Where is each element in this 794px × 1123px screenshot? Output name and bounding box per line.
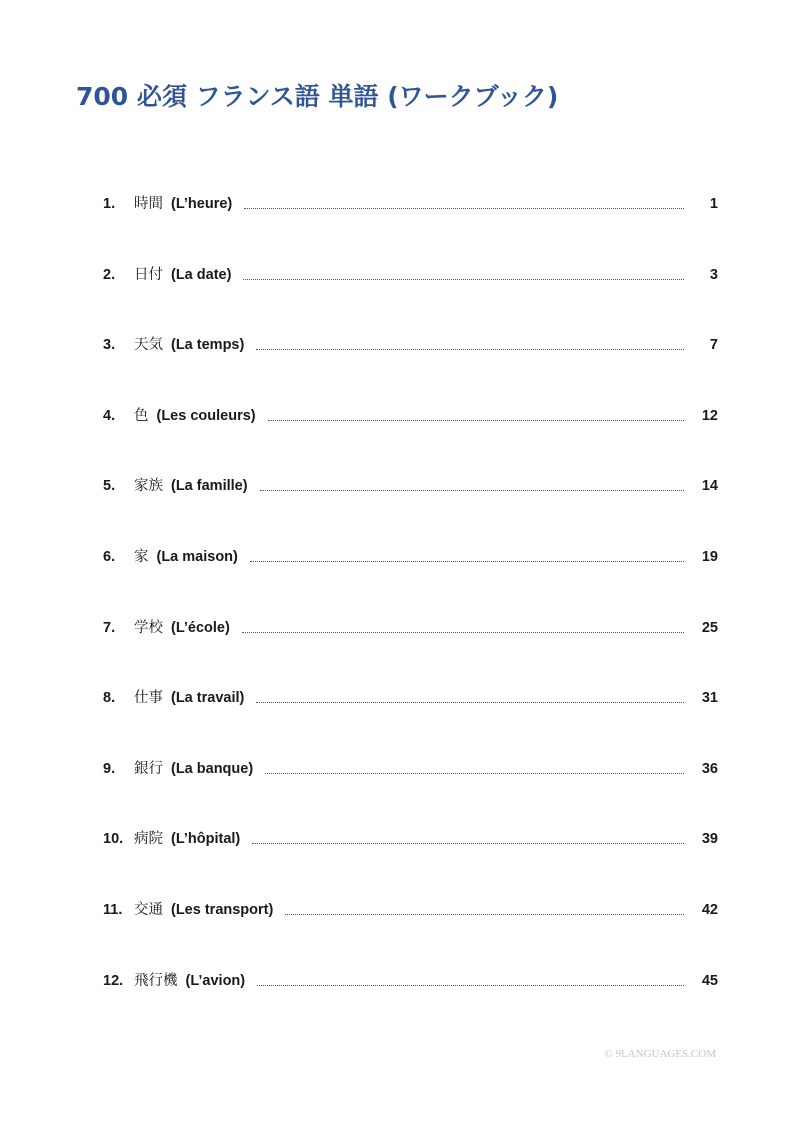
toc-entry-number: 9. xyxy=(103,761,116,777)
toc-entry-french-title: (La travail) xyxy=(171,690,245,706)
toc-entry-french-title: (La banque) xyxy=(171,761,254,777)
toc-dot-leader xyxy=(257,984,684,986)
toc-dot-leader xyxy=(243,278,684,280)
toc-entry[interactable] xyxy=(103,334,718,356)
toc-entry-number: 5. xyxy=(103,478,116,494)
toc-entry[interactable] xyxy=(103,758,718,780)
toc-dot-leader xyxy=(268,419,684,421)
toc-entry[interactable] xyxy=(103,546,718,568)
toc-entry-french-title: (L’avion) xyxy=(185,973,246,989)
toc-entry-french-title: (La famille) xyxy=(171,478,248,494)
toc-entry[interactable] xyxy=(103,475,718,497)
toc-entry-japanese-title: 家 xyxy=(134,549,149,565)
toc-dot-leader xyxy=(265,772,684,774)
toc-entry-japanese-title: 天気 xyxy=(134,337,163,353)
toc-entry-french-title: (Les transport) xyxy=(171,902,274,918)
toc-entry-page-number: 39 xyxy=(701,831,718,847)
toc-entry[interactable] xyxy=(103,970,718,992)
toc-entry-page-number: 45 xyxy=(701,973,718,989)
toc-entry-japanese-title: 時間 xyxy=(134,196,163,212)
toc-entry-french-title: (La date) xyxy=(171,267,232,283)
toc-entry[interactable] xyxy=(103,617,718,639)
toc-entry-number: 12. xyxy=(103,973,124,989)
toc-entry-japanese-title: 色 xyxy=(134,408,149,424)
toc-entry[interactable] xyxy=(103,193,718,215)
toc-entry-page-number: 19 xyxy=(701,549,718,565)
toc-entry-page-number: 31 xyxy=(701,690,718,706)
toc-entry-number: 7. xyxy=(103,620,116,636)
toc-entry-japanese-title: 家族 xyxy=(134,478,163,494)
toc-entry-japanese-title: 飛行機 xyxy=(134,973,178,989)
toc-entry-number: 10. xyxy=(103,831,124,847)
toc-entry[interactable] xyxy=(103,687,718,709)
toc-entry-number: 6. xyxy=(103,549,116,565)
toc-entry[interactable] xyxy=(103,264,718,286)
toc-dot-leader xyxy=(260,489,684,491)
toc-entry-number: 11. xyxy=(103,902,123,918)
toc-dot-leader xyxy=(242,631,684,633)
copyright-footer: © 9LANGUAGES.COM xyxy=(604,1048,716,1060)
toc-entry-page-number: 14 xyxy=(701,478,718,494)
toc-entry[interactable] xyxy=(103,899,718,921)
toc-entry-page-number: 3 xyxy=(709,267,718,283)
toc-dot-leader xyxy=(244,207,684,209)
toc-entry-page-number: 36 xyxy=(701,761,718,777)
toc-entry-french-title: (L’hôpital) xyxy=(171,831,241,847)
toc-entry-french-title: (L’heure) xyxy=(171,196,233,212)
toc-entry-page-number: 1 xyxy=(709,196,718,212)
page-title: 700 必須 フランス語 単語 (ワークブック) xyxy=(76,82,559,111)
toc-entry-japanese-title: 交通 xyxy=(134,902,163,918)
toc-entry-japanese-title: 病院 xyxy=(134,831,163,847)
toc-entry-japanese-title: 日付 xyxy=(134,267,163,283)
toc-entry-french-title: (Les couleurs) xyxy=(156,408,256,424)
toc-entry-french-title: (L’école) xyxy=(171,620,230,636)
toc-entry-number: 3. xyxy=(103,337,116,353)
toc-entry-french-title: (La temps) xyxy=(171,337,245,353)
toc-entry-number: 4. xyxy=(103,408,116,424)
toc-entry[interactable] xyxy=(103,828,718,850)
toc-entry-french-title: (La maison) xyxy=(156,549,238,565)
toc-entry-page-number: 12 xyxy=(701,408,718,424)
toc-entry-page-number: 25 xyxy=(701,620,718,636)
toc-entry-page-number: 42 xyxy=(701,902,718,918)
toc-entry-number: 1. xyxy=(103,196,116,212)
toc-entry-japanese-title: 学校 xyxy=(134,620,163,636)
toc-entry-number: 2. xyxy=(103,267,116,283)
toc-entry[interactable] xyxy=(103,405,718,427)
toc-dot-leader xyxy=(252,842,684,844)
toc-entry-number: 8. xyxy=(103,690,116,706)
toc-dot-leader xyxy=(256,701,684,703)
toc-entry-japanese-title: 仕事 xyxy=(134,690,163,706)
toc-dot-leader xyxy=(250,560,684,562)
toc-dot-leader xyxy=(256,348,684,350)
toc-entry-japanese-title: 銀行 xyxy=(134,761,163,777)
toc-entry-page-number: 7 xyxy=(709,337,718,353)
toc-dot-leader xyxy=(285,913,684,915)
